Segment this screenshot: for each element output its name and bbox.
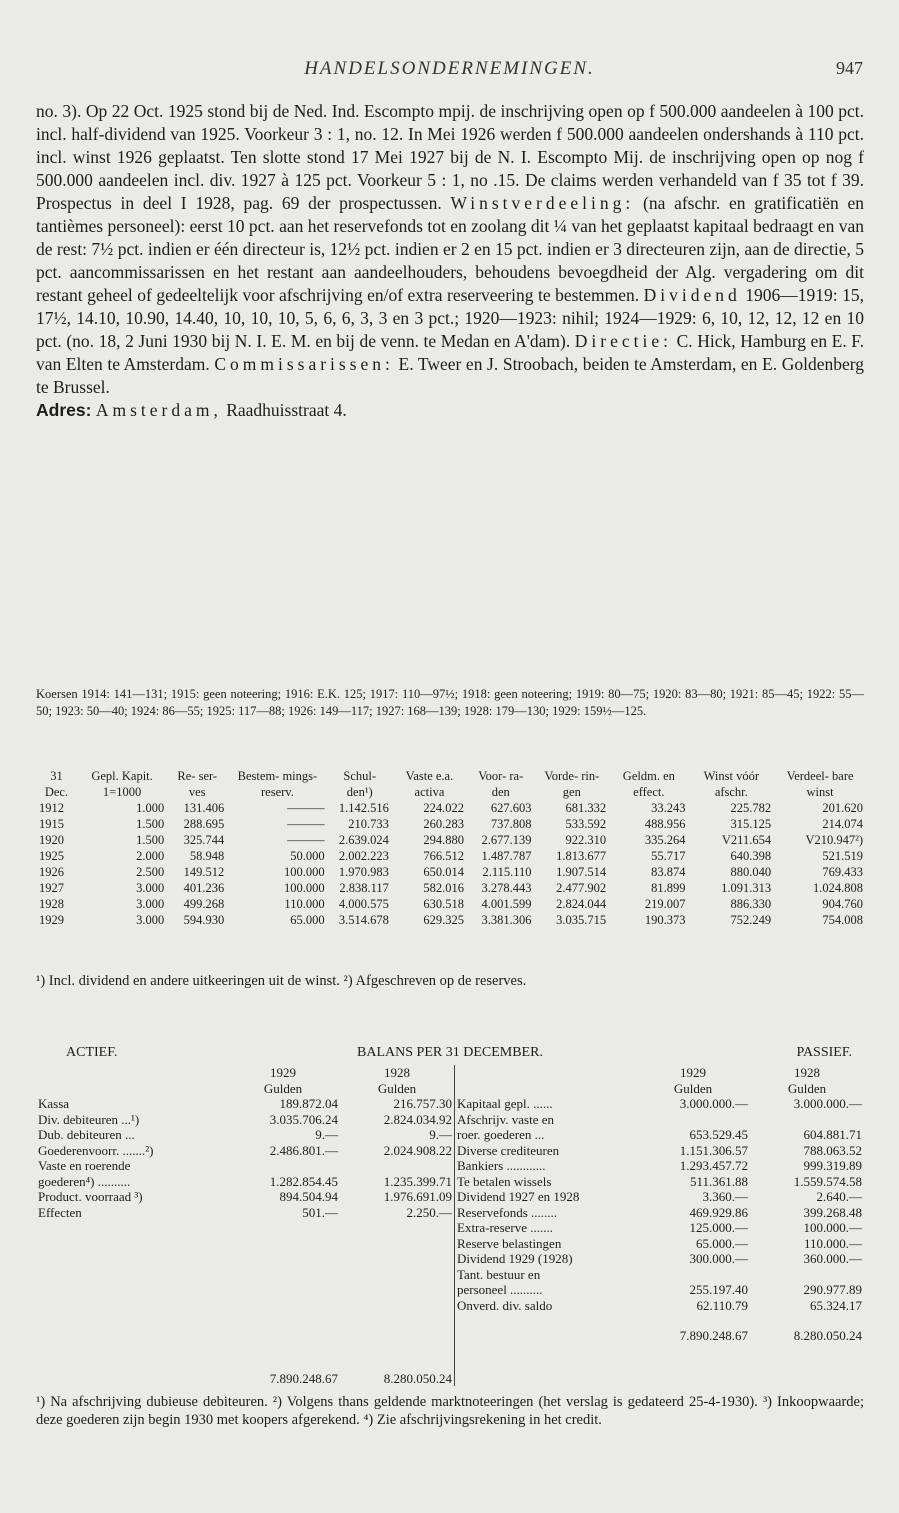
running-title: HANDELSONDERNEMINGEN.	[304, 58, 595, 79]
table-cell: ———	[287, 833, 325, 847]
passief-item-value: 100.000.—	[803, 1220, 862, 1235]
body-paragraph	[36, 100, 864, 399]
statistics-header-cell: Winst vóór afschr.	[703, 769, 760, 799]
koersen-text: Koersen 1914: 141—131; 1915: geen noteering; 1916: E.K. 125; 1917: 110—97½; 1918: geen noteering; 1919: 80—75; 1920: 83—80; 1921: 85—45; 1922: 55—50; 1923: 50—40; 1924: 86—55; 1925: 117—88; 1926: 149—117; 1927: 168—139; 1928: 179—130; 1929: 159½—125.	[36, 687, 864, 718]
table-cell: 880.040	[730, 865, 772, 879]
passief-item-label: roer. goederen ...	[457, 1127, 545, 1142]
passief-year-1928: 1928	[794, 1065, 820, 1080]
table-cell: 1915	[39, 817, 64, 831]
table-cell: 224.022	[423, 801, 464, 815]
actief-item-label: Goederenvoorr. .......²)	[38, 1142, 154, 1158]
table-cell: 1929	[39, 913, 64, 927]
actief-item-value: 2.250.—	[406, 1204, 452, 1220]
table-cell: 2.115.110	[482, 865, 532, 879]
balance-footnote-text: ¹) Na afschrijving dubieuse debiteuren. ²) Volgens thans geldende marktnoteeringen (het verslag is gedateerd 25-4-1930). ³) Inkoopwaarde; deze goederen zijn begin 1930 met koopers afgerekend. ⁴) Zie afschrijvingsrekening in het credit.	[36, 1394, 864, 1428]
statistics-header-cell: Schul- den¹)	[343, 769, 377, 799]
table-cell: 886.330	[730, 897, 772, 911]
directie-label: Directie:	[574, 331, 673, 351]
actief-item-value: 1.235.399.71	[383, 1173, 452, 1189]
table-cell: 225.782	[730, 801, 772, 815]
table-cell: 629.325	[423, 913, 464, 927]
table-cell: 2.838.117	[339, 881, 389, 895]
passief-table	[455, 1065, 864, 1343]
table-cell: 1.813.677	[556, 849, 607, 863]
adres-city: Amsterdam,	[95, 400, 222, 420]
statistics-header-row	[36, 768, 866, 800]
table-cell: 3.035.715	[556, 913, 607, 927]
passief-row	[455, 1251, 864, 1267]
table-cell: 627.603	[490, 801, 532, 815]
table-cell: 737.808	[490, 817, 532, 831]
passief-row	[455, 1267, 864, 1283]
table-cell: 681.332	[565, 801, 607, 815]
actief-row	[36, 1112, 454, 1128]
passief-row	[455, 1158, 864, 1174]
table-row	[36, 896, 866, 912]
table-cell: 210.733	[348, 817, 389, 831]
actief-item-value: 189.872.04	[279, 1096, 338, 1111]
address-line	[36, 399, 864, 422]
actief-item-label: Vaste en roerende	[38, 1158, 131, 1173]
table-cell: ———	[287, 801, 325, 815]
actief-year-1928: 1928	[384, 1065, 410, 1080]
table-cell: 533.592	[565, 817, 607, 831]
actief-item-value: 2.824.034.92	[383, 1111, 452, 1127]
passief-year-1929: 1929	[680, 1065, 706, 1080]
table-cell: 1.142.516	[338, 801, 389, 815]
passief-item-value: 999.319.89	[803, 1158, 862, 1173]
actief-item-label: Div. debiteuren ...¹)	[38, 1111, 140, 1127]
actief-row	[36, 1174, 454, 1190]
balance-title: BALANS PER 31 DECEMBER.	[357, 1045, 543, 1060]
actief-unit-row	[36, 1081, 454, 1097]
actief-item-label: Kassa	[38, 1096, 70, 1111]
table-cell: 1920	[39, 833, 64, 847]
actief-total-1929: 7.890.248.67	[269, 1370, 338, 1386]
table-cell: 1912	[39, 801, 64, 815]
table-cell: 58.948	[189, 849, 225, 863]
passief-unit-1929: Gulden	[673, 1080, 713, 1096]
passief-item-label: Onverd. div. saldo	[457, 1297, 553, 1313]
table-cell: 201.620	[822, 801, 863, 815]
table-cell: 1.000	[136, 801, 165, 815]
winstverdeeling-label: Winstverdeeling:	[450, 193, 635, 213]
passief-item-value: 110.000.—	[803, 1235, 862, 1251]
actief-year-row	[36, 1065, 454, 1081]
actief-column	[36, 1065, 455, 1386]
passief-item-value: 62.110.79	[696, 1297, 748, 1313]
passief-item-label: Diverse crediteuren	[457, 1142, 560, 1158]
passief-item-value	[636, 1112, 750, 1128]
actief-item-value: 9.—	[429, 1127, 452, 1142]
table-cell: 401.236	[183, 881, 225, 895]
passief-item-label: Reservefonds ........	[457, 1204, 558, 1220]
passief-row	[455, 1112, 864, 1128]
passief-item-label: Reserve belastingen	[457, 1235, 562, 1251]
actief-unit-1929: Gulden	[263, 1080, 303, 1096]
table-cell: 1.970.983	[338, 865, 389, 879]
table-cell: 769.433	[822, 865, 863, 879]
statistics-header-cell: Voor- ra- den	[478, 769, 524, 799]
table-cell: 3.000	[136, 897, 165, 911]
table-cell: 754.008	[822, 913, 863, 927]
actief-item-value: 2.024.908.22	[383, 1142, 452, 1158]
company-description	[36, 100, 864, 422]
actief-item-value: 2.486.801.—	[269, 1142, 338, 1158]
passief-item-value: 3.000.000.—	[793, 1096, 862, 1111]
table-cell: 315.125	[730, 817, 772, 831]
statistics-header-cell: Geldm. en effect.	[622, 769, 675, 799]
table-cell: 1.487.787	[481, 849, 532, 863]
statistics-header-cell: Bestem- mings- reserv.	[237, 769, 318, 799]
passief-item-value: 300.000.—	[689, 1251, 748, 1266]
passief-item-value: 3.000.000.—	[679, 1096, 748, 1111]
table-cell: 2.002.223	[338, 849, 389, 863]
table-cell: 1927	[39, 881, 64, 895]
actief-title: ACTIEF.	[66, 1045, 118, 1060]
table-cell: 55.717	[651, 849, 686, 863]
table-cell: 33.243	[651, 801, 686, 815]
passief-item-label: Extra-reserve .......	[457, 1220, 554, 1235]
actief-item-value: 216.757.30	[393, 1096, 452, 1111]
table-cell: 640.398	[730, 849, 772, 863]
passief-item-value	[636, 1267, 750, 1283]
table-row	[36, 800, 866, 816]
table-cell: 922.310	[565, 833, 607, 847]
actief-item-value	[340, 1158, 454, 1174]
actief-row	[36, 1127, 454, 1143]
table-cell: 594.930	[183, 913, 225, 927]
passief-row	[455, 1282, 864, 1298]
passief-item-value: 653.529.45	[689, 1127, 748, 1142]
passief-item-value: 290.977.89	[803, 1282, 862, 1297]
actief-item-value: 1.976.691.09	[383, 1189, 452, 1204]
table-cell: 752.249	[730, 913, 772, 927]
table-cell: 3.278.443	[481, 881, 532, 895]
table-cell: 110.000	[284, 897, 325, 911]
table-cell: 3.000	[136, 881, 165, 895]
actief-row	[36, 1205, 454, 1221]
table-cell: 294.880	[423, 833, 464, 847]
table-cell: 131.406	[183, 801, 225, 815]
passief-item-label: Tant. bestuur en	[457, 1266, 541, 1282]
table-cell: 904.760	[822, 897, 863, 911]
actief-item-label: goederen⁴) ..........	[38, 1173, 131, 1189]
table-cell: 1.500	[136, 817, 165, 831]
passief-item-value: 1.293.457.72	[679, 1158, 748, 1173]
passief-item-value: 604.881.71	[803, 1127, 862, 1142]
table-cell: 260.283	[423, 817, 464, 831]
table-cell: 335.264	[644, 833, 686, 847]
actief-item-value	[226, 1158, 340, 1174]
actief-item-value: 9.—	[315, 1127, 338, 1142]
actief-total-row	[36, 1220, 454, 1386]
table-row	[36, 912, 866, 928]
table-row	[36, 832, 866, 848]
actief-table	[36, 1065, 454, 1386]
passief-item-value	[750, 1267, 864, 1283]
table-row	[36, 864, 866, 880]
directie-text: C. Hick, Hamburg en E. F. van Elten te Amsterdam.	[36, 331, 865, 374]
passief-item-value: 1.559.574.58	[793, 1173, 862, 1189]
passief-item-label: Te betalen wissels	[457, 1173, 552, 1189]
table-cell: 4.001.599	[481, 897, 532, 911]
passief-column	[455, 1065, 864, 1386]
table-cell: 83.874	[651, 865, 686, 879]
actief-item-label: Product. voorraad ³)	[38, 1189, 143, 1204]
table-cell: 2.477.902	[556, 881, 607, 895]
table-cell: 65.000	[290, 913, 325, 927]
passief-year-row	[455, 1065, 864, 1081]
table-cell: 499.268	[183, 897, 225, 911]
statistics-header-cell: Re- ser- ves	[177, 769, 218, 799]
table-cell: 1.907.514	[556, 865, 607, 879]
statistics-header-cell: Vorde- rin- gen	[544, 769, 600, 799]
table-cell: 1.024.808	[813, 881, 863, 895]
passief-item-value: 511.361.88	[689, 1173, 748, 1189]
passief-item-label: Kapitaal gepl. ......	[457, 1096, 553, 1111]
passief-item-label: personeel ..........	[457, 1282, 543, 1297]
balance-sheet	[36, 1045, 864, 1386]
table-cell: 2.000	[136, 849, 165, 863]
actief-unit-1928: Gulden	[377, 1080, 417, 1096]
table-cell: 214.074	[822, 817, 863, 831]
passief-item-label: Bankiers ............	[457, 1158, 546, 1173]
dividend-text: 1906—1919: 15, 17½, 14.10, 10.90, 14.40, 10, 10, 10, 5, 6, 6, 3, 3 en 3 pct.; 1920—1923: nihil; 1924—1929: 6, 10, 12, 12, 12 en 10 pct. (no. 18, 2 Juni 1930 bij N. I. E. M. en bij de venn. te Medan en A'dam).	[36, 285, 865, 351]
table-cell: 3.381.306	[481, 913, 532, 927]
actief-body	[36, 1065, 454, 1220]
dividend-label: Dividend	[643, 285, 741, 305]
balance-columns	[36, 1065, 864, 1386]
table-cell: 650.014	[423, 865, 464, 879]
passief-title: PASSIEF.	[796, 1045, 852, 1060]
table-cell: V211.654	[721, 833, 772, 847]
table-cell: 219.007	[644, 897, 686, 911]
commissarissen-text: E. Tweer en J. Stroobach, beiden te Amsterdam, en E. Goldenberg te Brussel.	[36, 354, 865, 397]
commissarissen-label: Commissarissen:	[214, 354, 394, 374]
table-cell: 81.899	[651, 881, 686, 895]
passief-item-value: 65.000.—	[696, 1235, 748, 1251]
table-cell: 1926	[39, 865, 64, 879]
actief-item-label: Effecten	[38, 1204, 82, 1220]
statistics-footnote-text: ¹) Incl. dividend en andere uitkeeringen uit de winst. ²) Afgeschreven op de reserves.	[36, 973, 527, 989]
table-cell: 2.677.139	[481, 833, 532, 847]
page-number: 947	[836, 58, 863, 78]
passief-total-1928: 8.280.050.24	[793, 1327, 862, 1343]
table-cell: 1925	[39, 849, 64, 863]
actief-item-value: 501.—	[302, 1204, 338, 1220]
table-cell: 325.744	[183, 833, 225, 847]
page-header	[0, 58, 899, 88]
passief-item-value: 469.929.86	[689, 1204, 748, 1220]
table-cell: 630.518	[423, 897, 464, 911]
passief-item-label: Dividend 1927 en 1928	[457, 1189, 580, 1204]
adres-label: Adres:	[36, 400, 92, 420]
statistics-table-head	[36, 768, 866, 800]
passief-item-value: 65.324.17	[810, 1297, 862, 1313]
actief-row	[36, 1158, 454, 1174]
passief-row	[455, 1220, 864, 1236]
passief-total-row	[455, 1313, 864, 1343]
table-cell: 582.016	[423, 881, 464, 895]
statistics-footnotes	[36, 972, 864, 990]
passief-item-label: Dividend 1929 (1928)	[457, 1251, 573, 1266]
table-row	[36, 880, 866, 896]
statistics-table	[36, 768, 866, 928]
actief-row	[36, 1143, 454, 1159]
passief-unit-row	[455, 1081, 864, 1097]
passief-row	[455, 1236, 864, 1252]
passief-row	[455, 1096, 864, 1112]
statistics-header-cell: Vaste e.a. activa	[405, 769, 454, 799]
passief-item-value	[750, 1112, 864, 1128]
table-cell: 2.824.044	[556, 897, 607, 911]
passief-item-value: 360.000.—	[803, 1251, 862, 1266]
statistics-table-body	[36, 800, 866, 928]
table-cell: 100.000	[283, 881, 325, 895]
history-text: no. 3). Op 22 Oct. 1925 stond bij de Ned. Ind. Escompto mpij. de inschrijving open op f 500.000 aandeelen à 100 pct. incl. half-dividend van 1925. Voorkeur 3 : 1, no. 12. In Mei 1926 werden f 500.000 aandeelen ondershands à 110 pct. incl. winst 1926 geplaatst. Ten slotte stond 17 Mei 1927 bij de N. I. Escompto Mij. de inschrijving open op nog f 500.000 aandeelen incl. div. 1927 à 125 pct. Voorkeur 5 : 1, no .15. De claims werden verhandeld van f 35 tot f 39. Prospectus in deel I 1928, pag. 69 der prospectussen.	[36, 101, 864, 213]
table-cell: 2.639.024	[338, 833, 389, 847]
passief-item-value: 2.640.—	[816, 1189, 862, 1204]
table-cell: 488.956	[644, 817, 686, 831]
adres-street: Raadhuisstraat 4.	[221, 400, 347, 420]
passief-item-value: 1.151.306.57	[679, 1142, 748, 1158]
table-cell: 1.500	[136, 833, 165, 847]
table-cell: 1928	[39, 897, 64, 911]
statistics-header-cell: Gepl. Kapit. 1=1000	[91, 769, 153, 799]
statistics-header-cell: Verdeel- bare winst	[786, 769, 854, 799]
table-cell: V210.947²)	[805, 833, 863, 847]
actief-total-1928: 8.280.050.24	[383, 1370, 452, 1386]
actief-year-1929: 1929	[270, 1065, 296, 1080]
table-row	[36, 848, 866, 864]
passief-item-value: 125.000.—	[689, 1220, 748, 1235]
table-cell: 100.000	[283, 865, 325, 879]
table-cell: 1.091.313	[721, 881, 772, 895]
passief-total-1929: 7.890.248.67	[679, 1327, 748, 1343]
passief-item-value: 399.268.48	[803, 1204, 862, 1220]
actief-item-value: 894.504.94	[279, 1189, 338, 1204]
passief-row	[455, 1127, 864, 1143]
statistics-header-cell: 31 Dec.	[44, 769, 69, 799]
table-cell: 190.373	[644, 913, 686, 927]
actief-item-value: 1.282.854.45	[269, 1173, 338, 1189]
actief-item-value: 3.035.706.24	[269, 1111, 338, 1127]
table-cell: ———	[287, 817, 325, 831]
actief-footer	[36, 1220, 454, 1386]
passief-footer	[455, 1313, 864, 1343]
actief-row	[36, 1189, 454, 1205]
table-cell: 149.512	[183, 865, 225, 879]
table-cell: 2.500	[136, 865, 165, 879]
balance-heading	[36, 1045, 864, 1065]
table-cell: 50.000	[290, 849, 325, 863]
passief-item-label: Afschrijv. vaste en	[457, 1111, 554, 1127]
table-cell: 288.695	[183, 817, 225, 831]
table-cell: 4.000.575	[338, 897, 389, 911]
passief-item-value: 3.360.—	[702, 1189, 748, 1204]
table-row	[36, 816, 866, 832]
table-cell: 3.000	[136, 913, 165, 927]
table-cell: 521.519	[822, 849, 863, 863]
actief-row	[36, 1096, 454, 1112]
passief-row	[455, 1189, 864, 1205]
passief-row	[455, 1143, 864, 1159]
passief-row	[455, 1298, 864, 1314]
passief-row	[455, 1205, 864, 1221]
passief-unit-1928: Gulden	[787, 1080, 827, 1096]
balance-footnotes	[36, 1393, 864, 1429]
passief-body	[455, 1065, 864, 1313]
winstverdeeling-text: (na afschr. en gratificatiën en tantièmes personeel): eerst 10 pct. aan het reservefonds tot en zoolang dit ¼ van het geplaatst kapitaal bedraagt en van de rest: 7½ pct. indien er één directeur is, 12½ pct. indien er 2 en 15 pct. indien er 3 directeuren zijn, aan de directie, 5 pct. aancommissarissen en het restant aan aandeelhouders, behoudens bevoegdheid der Alg. vergadering om dit restant geheel of gedeeltelijk voor afschrijving en/of extra reserveering te bestemmen.	[36, 193, 865, 305]
table-cell: 766.512	[423, 849, 464, 863]
passief-item-value: 788.063.52	[803, 1142, 862, 1158]
actief-item-label: Dub. debiteuren ...	[38, 1127, 135, 1142]
koersen-block	[36, 686, 864, 720]
passief-item-value: 255.197.40	[689, 1282, 748, 1297]
passief-row	[455, 1174, 864, 1190]
table-cell: 3.514.678	[338, 913, 389, 927]
